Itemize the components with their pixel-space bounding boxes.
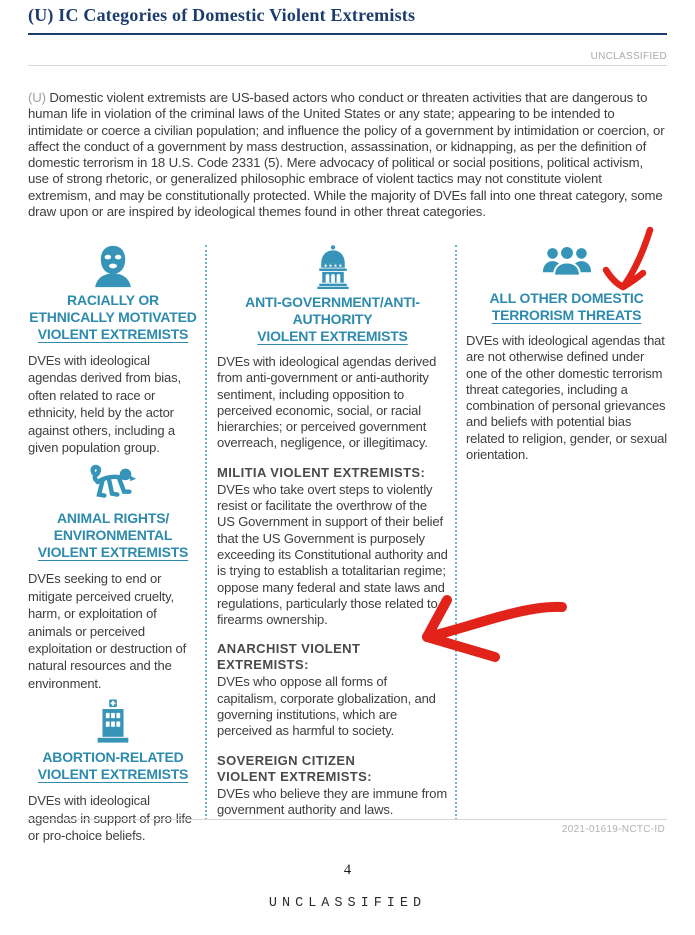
subcategory-description: DVEs who believe they are immune from government authority and laws. [217, 785, 447, 817]
classification-banner-bottom: UNCLASSIFIED [268, 896, 427, 911]
category-description: DVEs with ideological agendas in support of pro-life or pro-choice beliefs. [28, 793, 192, 844]
column-left [28, 243, 198, 845]
monkey-icon [28, 462, 198, 506]
category-title: ANIMAL RIGHTS/ ENVIRONMENTAL VIOLENT EXTREMISTS [37, 510, 189, 561]
category-animal-rights-environmental [28, 462, 198, 692]
document-id: 2021-01619-NCTC-ID [561, 824, 665, 835]
category-description: DVEs with ideological agendas derived from anti-government or anti-authority sentiment, including opposition to perceived economic, social, or racial hierarchies; or perceived government overreach, negligence, or illegitimacy. [217, 354, 437, 451]
category-all-other-domestic-terrorism [466, 243, 667, 463]
column-right [466, 243, 667, 463]
classification-banner-top: UNCLASSIFIED [28, 51, 667, 66]
category-abortion-related [28, 698, 198, 844]
category-title: ALL OTHER DOMESTIC TERRORISM THREATS [489, 290, 644, 323]
subcategory-sovereign-citizen [217, 753, 448, 819]
footer-divider [28, 819, 667, 820]
subcategory-anarchist [217, 641, 448, 739]
subcategory-description: DVEs who take overt steps to violently resist or facilitate the overthrow of the US Government in support of their belief that the US Government is purposely exceeding its Constitutional authority and is trying to establish a totalitarian regime; oppose many federal and state laws and regulations, particularly those related to firearms ownership. [217, 481, 448, 628]
hospital-icon [28, 698, 198, 745]
page-title: (U) IC Categories of Domestic Violent Extremists [28, 5, 667, 35]
masked-face-icon [28, 243, 198, 288]
intro-text: Domestic violent extremists are US-based actors who conduct or threaten activities that are dangerous to human life in violation of the criminal laws of the United States or any state; appearing to be intended to intimidate or coerce a civilian population; and influence the policy of a government by intimidation or coercion, or affect the conduct of a government by mass destruction, assassination, or kidnapping, as per the definition of domestic terrorism in 18 U.S. Code 2331 (5). Mere advocacy of political or social positions, political activism, use of strong rhetoric, or generalized philosophic embrace of violent tactics may not constitute violent extremism, and may be constitutionally protected. While the majority of DVEs fall into one threat category, some draw upon or are inspired by ideological themes found in other threat categories. [28, 90, 665, 220]
intro-paragraph [28, 90, 665, 220]
category-description: DVEs seeking to end or mitigate perceived cruelty, harm, or exploitation of animals or perceived exploitation or destruction of natural resources and the environment. [28, 571, 187, 691]
column-divider [205, 245, 207, 820]
subcategory-description: DVEs who oppose all forms of capitalism, corporate globalization, and governing institutions, which are perceived as harmful to society. [217, 674, 436, 739]
classification-marker: (U) [28, 90, 46, 105]
category-racially-ethnically-motivated [28, 243, 198, 456]
category-description: DVEs with ideological agendas that are not otherwise defined under one of the other domestic terrorism threat categories, including a combination of personal grievances and beliefs with potential bias related to religion, gender, or sexual orientation. [466, 333, 667, 463]
category-title: ABORTION-RELATED VIOLENT EXTREMISTS [37, 749, 189, 783]
category-anti-government [217, 243, 448, 452]
subcategory-militia [217, 465, 448, 629]
category-description: DVEs with ideological agendas derived from bias, often related to race or ethnicity, held by the actor against others, including a given population group. [28, 353, 181, 456]
subcategory-title: ANARCHIST VIOLENT EXTREMISTS: [217, 641, 361, 673]
page-number: 4 [343, 862, 352, 878]
column-divider [455, 245, 457, 820]
capitol-icon [217, 243, 448, 290]
subcategory-title: MILITIA VIOLENT EXTREMISTS: [217, 464, 426, 480]
subcategory-title: SOVEREIGN CITIZEN VIOLENT EXTREMISTS: [217, 752, 372, 784]
column-center [217, 243, 448, 818]
category-title: ANTI-GOVERNMENT/ANTI-AUTHORITY VIOLENT EXTREMISTS [245, 294, 420, 344]
people-group-icon [466, 243, 667, 286]
category-title: RACIALLY OR ETHNICALLY MOTIVATED VIOLENT EXTREMISTS [29, 292, 197, 342]
